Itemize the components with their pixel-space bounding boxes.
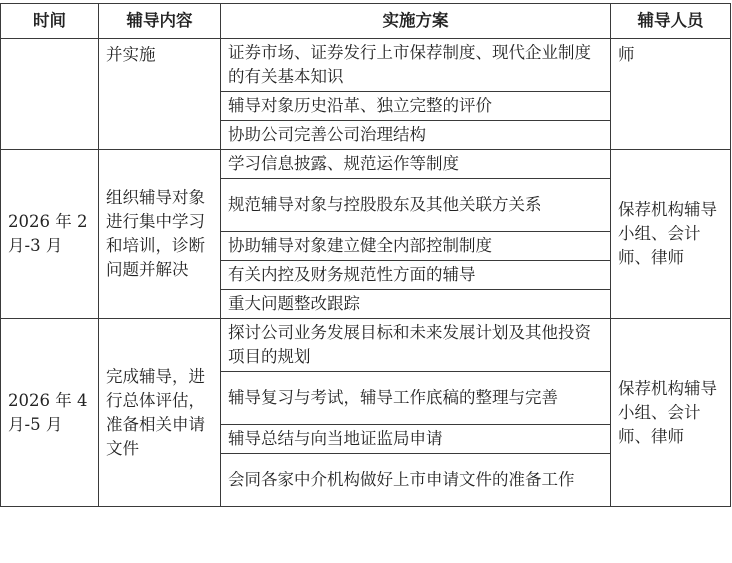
plan-item: 探讨公司业务发展目标和未来发展计划及其他投资项目的规划	[221, 319, 611, 372]
content-cell: 组织辅导对象进行集中学习和培训，诊断问题并解决	[99, 150, 221, 319]
table-row	[1, 319, 731, 372]
time-cell: 2026 年 4 月-5 月	[1, 319, 99, 507]
header-person: 辅导人员	[611, 4, 731, 39]
header-plan: 实施方案	[221, 4, 611, 39]
person-cell: 保荐机构辅导小组、会计师、律师	[611, 319, 731, 507]
counseling-schedule-table	[0, 3, 731, 507]
person-cell: 保荐机构辅导小组、会计师、律师	[611, 150, 731, 319]
plan-item: 重大问题整改跟踪	[221, 290, 611, 319]
header-row	[1, 4, 731, 39]
plan-item: 辅导对象历史沿革、独立完整的评价	[221, 92, 611, 121]
plan-item: 辅导总结与向当地证监局申请	[221, 425, 611, 454]
plan-item: 证券市场、证券发行上市保荐制度、现代企业制度的有关基本知识	[221, 39, 611, 92]
plan-item: 有关内控及财务规范性方面的辅导	[221, 261, 611, 290]
content-cell: 并实施	[99, 39, 221, 150]
time-cell: 2026 年 2 月-3 月	[1, 150, 99, 319]
person-cell: 师	[611, 39, 731, 150]
plan-item: 规范辅导对象与控股股东及其他关联方关系	[221, 179, 611, 232]
table-row	[1, 39, 731, 92]
header-time: 时间	[1, 4, 99, 39]
plan-item: 学习信息披露、规范运作等制度	[221, 150, 611, 179]
plan-item: 辅导复习与考试，辅导工作底稿的整理与完善	[221, 372, 611, 425]
table-row	[1, 150, 731, 179]
plan-item: 会同各家中介机构做好上市申请文件的准备工作	[221, 454, 611, 507]
content-cell: 完成辅导，进行总体评估，准备相关申请文件	[99, 319, 221, 507]
header-content: 辅导内容	[99, 4, 221, 39]
plan-item: 协助辅导对象建立健全内部控制制度	[221, 232, 611, 261]
time-cell	[1, 39, 99, 150]
plan-item: 协助公司完善公司治理结构	[221, 121, 611, 150]
